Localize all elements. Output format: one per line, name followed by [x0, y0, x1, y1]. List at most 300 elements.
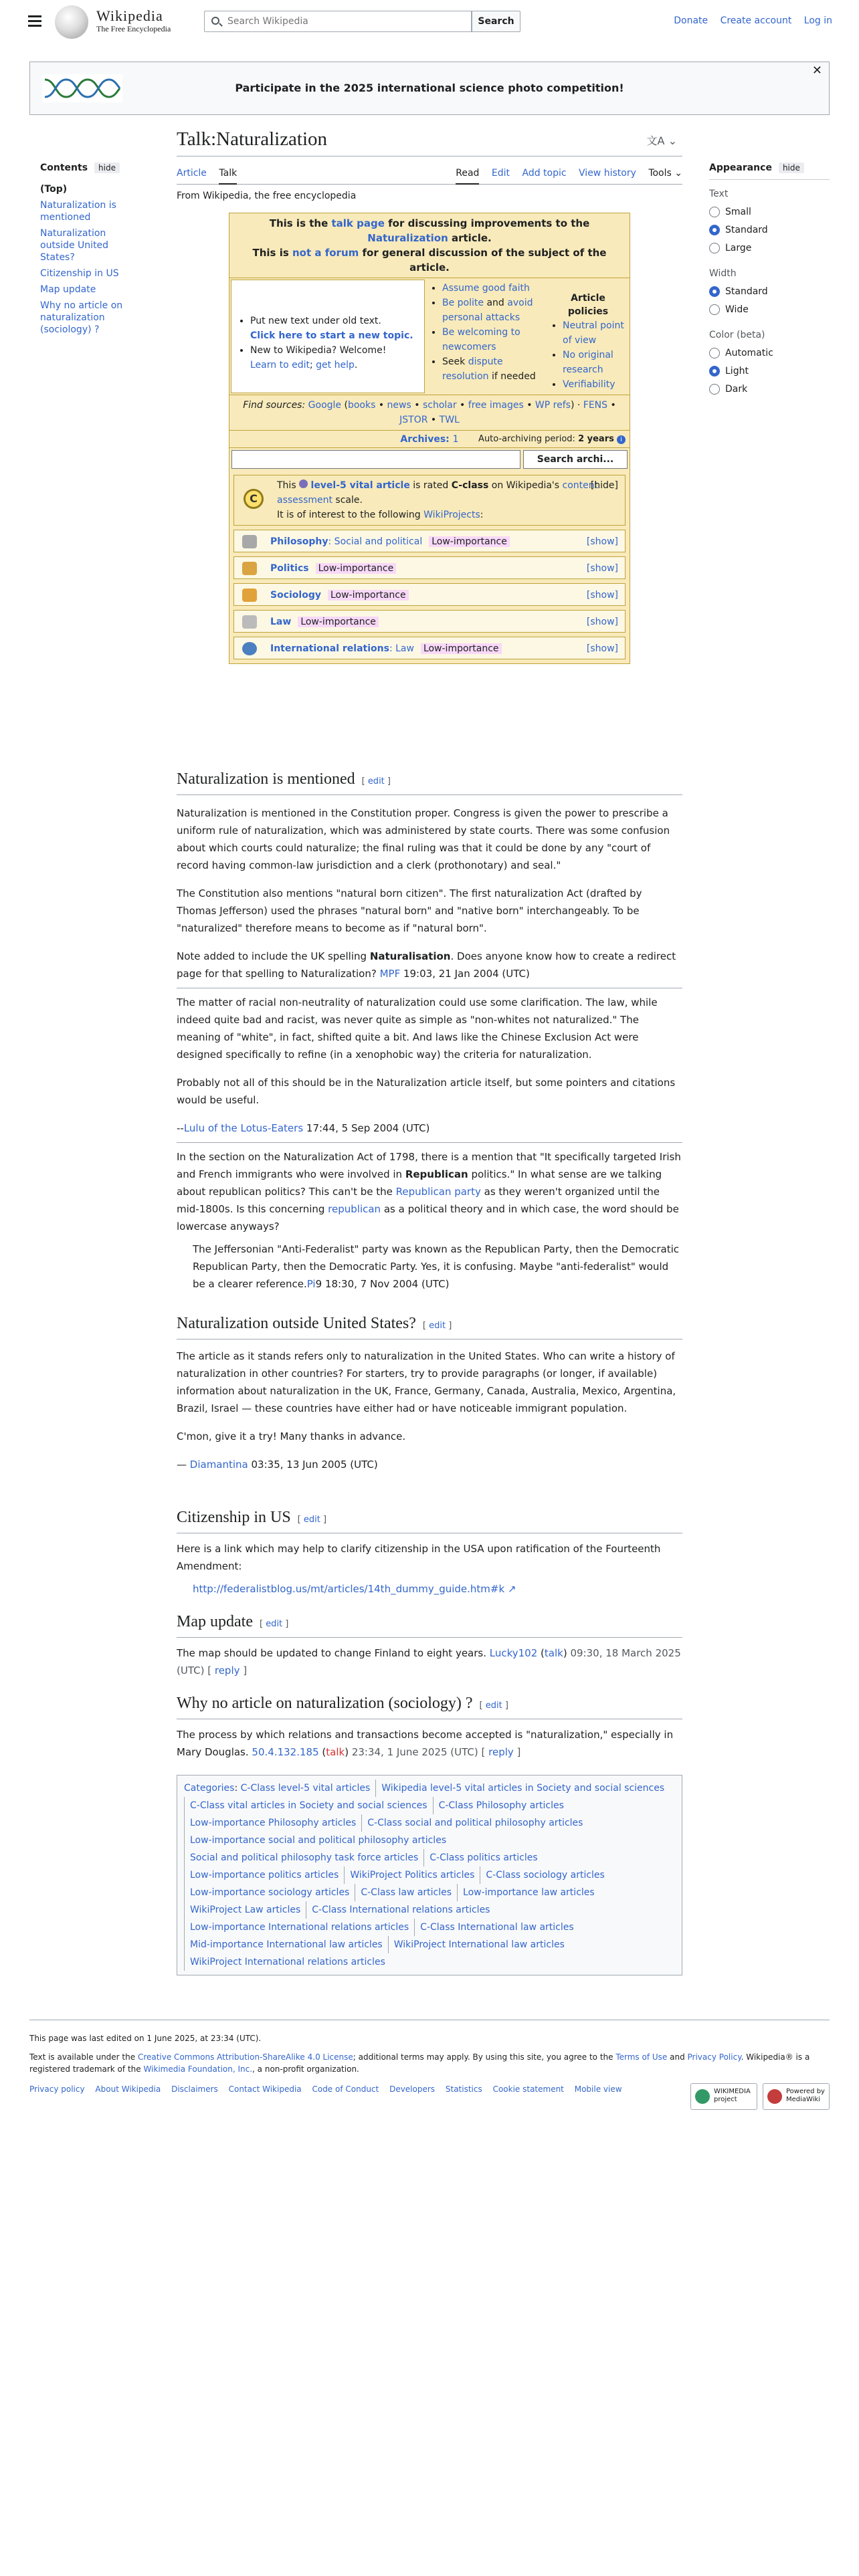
fens-link[interactable]: FENS [583, 400, 608, 411]
mediawiki-badge[interactable]: Powered by MediaWiki [763, 2083, 830, 2110]
radio-icon[interactable] [709, 348, 720, 358]
section-outside-us [177, 1312, 682, 1473]
not-a-forum-link[interactable]: not a forum [292, 247, 359, 259]
comment-text [177, 1148, 682, 1235]
last-edited: This page was last edited on 1 June 2025, at 23:34 (UTC). [29, 2034, 262, 2043]
create-account-link[interactable]: Create account [720, 15, 792, 26]
info-icon[interactable]: i [617, 435, 626, 444]
project-name [270, 534, 510, 549]
tools-label: Tools [648, 168, 672, 179]
class-rating: C-class [451, 480, 489, 491]
be-polite-link[interactable]: Be polite [442, 298, 484, 308]
footer-privacy-link[interactable]: Privacy policy [29, 2084, 85, 2094]
color-label: Color (beta) [709, 330, 765, 340]
list-item [250, 314, 417, 343]
option-label: Standard [725, 286, 768, 297]
edit-section: [ edit ] [479, 1701, 508, 1711]
footer-statistics-link[interactable]: Statistics [445, 2084, 482, 2094]
comment-text: The article as it stands refers only to naturalization in the United States. Who can write a history of naturalization in other countries? For starters, try to provide paragraphs (or longer, if available) information about naturalization in the UK, France, Germany, Canada, Australia, Mexico, Argentina, Brazil, Israel — these countries have either had or have noticeable immigrant population. [177, 1350, 676, 1414]
reply-link[interactable]: reply [488, 1746, 514, 1758]
section-title: Naturalization is mentioned [177, 770, 355, 788]
project-name [270, 588, 409, 603]
category-link[interactable]: WikiProject Politics articles [344, 1866, 480, 1884]
importance-badge: Low‑importance [316, 563, 397, 574]
verifiability-link[interactable]: Verifiability [563, 379, 615, 390]
list-text: if needed [491, 371, 536, 382]
timestamp: 9 18:30, 7 Nov 2004 (UTC) [315, 1278, 450, 1290]
comment-text: Probably not all of this should be in the Naturalization article itself, but some pointers and citations would be useful. [177, 1077, 676, 1106]
footer-mobile-link[interactable]: Mobile view [574, 2084, 622, 2094]
toc-hide-button[interactable]: hide [94, 163, 120, 173]
edit-section: [ edit ] [361, 776, 391, 786]
footer-coc-link[interactable]: Code of Conduct [312, 2084, 379, 2094]
wikiproject-philosophy [233, 530, 626, 552]
wikiproject-politics [233, 556, 626, 579]
project-name [270, 641, 502, 656]
learn-to-edit-link[interactable]: Learn to edit [250, 360, 310, 370]
section-title: Naturalization outside United States? [177, 1315, 416, 1332]
globe-icon [299, 479, 308, 488]
language-icon[interactable]: 文A ⌄ [646, 134, 677, 147]
page-title: Talk:Naturalization [177, 128, 328, 150]
talk-guidelines [229, 278, 630, 395]
option-label: Automatic [725, 348, 773, 358]
category-link[interactable]: C-Class social and political philosophy articles [361, 1814, 588, 1832]
radio-selected-icon[interactable] [709, 225, 720, 235]
category-link[interactable]: Social and political philosophy task force articles [184, 1849, 423, 1866]
comment-text: The Constitution also mentions "natural born citizen". The first naturalization Act (drafted by Thomas Jefferson) used the phrases "natural born" and "native born" interchangeably. To be "naturalized" therefore means to become as if "natural born". [177, 887, 642, 934]
footer [29, 2020, 830, 2103]
text: and [667, 2052, 688, 2062]
bold-text: Republican [405, 1168, 468, 1180]
vital-article-link[interactable]: level-5 vital article [310, 480, 410, 491]
vital-text: is rated [409, 480, 452, 491]
list-item [442, 296, 541, 325]
category-link[interactable]: WikiProject Law articles [184, 1901, 306, 1919]
comment-text: The map should be updated to change Finland to eight years. Lucky102 (talk) 09:30, 18 March 2025 (UTC) [ reply ] [177, 1647, 681, 1677]
reply-text [193, 1241, 682, 1293]
chevron-down-icon: ⌄ [674, 168, 682, 179]
npov-link[interactable]: Neutral point of view [563, 320, 624, 346]
republican-party-link[interactable]: Republican party [395, 1186, 481, 1198]
section-map-update [177, 1610, 682, 1679]
twl-link[interactable]: TWL [439, 415, 460, 425]
law-icon [242, 615, 257, 629]
text: The map should be updated to change Finland to eight years. [177, 1647, 490, 1659]
archives-label[interactable]: Archives: [400, 434, 450, 445]
timestamp: 03:35, 13 Jun 2005 (UTC) [248, 1459, 378, 1471]
section-heading [177, 1610, 682, 1638]
campaign-banner [29, 62, 830, 115]
license-text [29, 2051, 830, 2075]
tab-tools[interactable] [648, 166, 682, 181]
jstor-link[interactable]: JSTOR [399, 415, 428, 425]
category-link[interactable]: Low-importance International relations articles [184, 1919, 414, 1936]
category-link[interactable]: C-Class Philosophy articles [433, 1797, 569, 1814]
content-assessment-link[interactable]: content assessment [277, 480, 599, 506]
archives-row [229, 431, 630, 448]
main-menu-icon[interactable] [27, 13, 43, 29]
section-citizenship [177, 1506, 682, 1598]
notice-text: This is [252, 247, 292, 259]
edit-link[interactable]: edit [429, 1321, 446, 1331]
category-link[interactable]: Mid-importance International law articles [184, 1936, 388, 1953]
importance-badge: Low‑importance [421, 643, 502, 654]
category-link[interactable]: Low-importance politics articles [184, 1866, 344, 1884]
search-input[interactable] [227, 14, 468, 29]
project-link[interactable]: Sociology [270, 590, 321, 601]
text: as a political theory and in which case, the word should be lowercase anyways? [177, 1203, 679, 1232]
text-large-option[interactable] [709, 241, 830, 255]
project-link[interactable]: Law [270, 617, 292, 627]
show-link[interactable]: [show] [586, 617, 618, 627]
text: , a non-profit organization. [252, 2064, 359, 2074]
toc-item-map-update[interactable]: Map update [40, 284, 96, 295]
signature [177, 1119, 682, 1137]
talk-page-link[interactable]: talk page [331, 217, 385, 229]
radio-icon[interactable] [709, 207, 720, 217]
width-standard-option[interactable] [709, 284, 830, 299]
toc-title: Contents [40, 163, 88, 173]
category-link[interactable]: C-Class International relations articles [306, 1901, 495, 1919]
comment-text: The matter of racial non-neutrality of naturalization could use some clarification. The law, while indeed quite bad and racist, was never quite as simple as "non-whites not naturalized." The meaning of "white", in fact, shifted quite a bit. And laws like the Chinese Exclusion Act were designed specifically to refine (in a xenophobic way) the criteria for naturalization. [177, 996, 658, 1061]
section-heading [177, 1312, 682, 1339]
category-link[interactable]: Low-importance Philosophy articles [184, 1814, 361, 1832]
timestamp: 19:03, 21 Jan 2004 (UTC) [400, 968, 530, 980]
auto-archive-label: Auto-archiving period: [478, 434, 575, 444]
comment-text: Here is a link which may help to clarify citizenship in the USA upon ratification of the Fourteenth Amendment: [177, 1543, 661, 1572]
timestamp: 23:34, 1 June 2025 (UTC) [349, 1746, 478, 1758]
auto-archive-value: 2 years [578, 434, 614, 444]
wikiproject-sociology [233, 583, 626, 606]
project-link[interactable]: Politics [270, 563, 309, 574]
edit-link[interactable]: edit [303, 1515, 320, 1525]
talk-link[interactable]: talk [544, 1647, 563, 1659]
new-topic-link[interactable]: Click here to start a new topic. [250, 330, 413, 341]
section-heading [177, 768, 682, 795]
text: The Jeffersonian "Anti-Federalist" party was known as the Republican Party, then the Democratic Republican Party, then the Democratic Party. Yes, it is confusing. Maybe "anti-federalist" would be a clearer reference. [193, 1243, 680, 1290]
option-label: Large [725, 243, 752, 253]
edit-section: [ edit ] [297, 1515, 327, 1525]
banner-hide-link[interactable]: [hide] [590, 480, 618, 491]
footer-contact-link[interactable]: Contact Wikipedia [228, 2084, 302, 2094]
color-dark-option[interactable] [709, 382, 830, 397]
timestamp: 17:44, 5 Sep 2004 (UTC) [303, 1122, 430, 1134]
list-item [563, 377, 624, 392]
title-row [177, 126, 682, 156]
site-header [0, 0, 859, 43]
article-policies [547, 278, 627, 395]
appearance-title: Appearance [709, 163, 772, 173]
list-item [563, 318, 624, 348]
category-links: Categories: C-Class level-5 vital articles Wikipedia level-5 vital articles in Society and social sciencesC-Class vital articles in Society and social sciences C-Class Philosophy articlesLow-importance Philosophy articles C-Class social and political philosophy articlesLow-importance social and political philosophy articlesSocial and political philosophy task force articles C-Class politics articlesLow-importance politics articles WikiProject Politics articles C-Class sociology articlesLow-importance sociology articles C-Class law articles Low-importance law articlesWikiProject Law articles C-Class International relations articlesLow-importance International relations articles C-Class International law articlesMid-importance International law articles WikiProject International law articlesWikiProject International relations articles [177, 1775, 682, 1975]
find-sources-label: Find sources: [243, 400, 306, 411]
search-icon [211, 17, 219, 25]
show-link[interactable]: [show] [586, 563, 618, 574]
free-images-link[interactable]: free images [468, 400, 524, 411]
importance-badge: Low‑importance [429, 536, 510, 547]
external-link[interactable]: http://federalistblog.us/mt/articles/14th_dummy_guide.htm#k [193, 1583, 505, 1595]
wordmark-title: Wikipedia [96, 7, 163, 24]
behaviour-guidelines [426, 278, 547, 395]
tab-read[interactable]: Read [456, 166, 479, 185]
terms-link[interactable]: Terms of Use [615, 2052, 668, 2062]
width-wide-option[interactable] [709, 302, 830, 317]
nor-link[interactable]: No original research [563, 350, 613, 375]
text-small-option[interactable] [709, 205, 830, 219]
category-link[interactable]: C-Class politics articles [423, 1849, 543, 1866]
divider [177, 1142, 682, 1143]
edit-section: [ edit ] [259, 1619, 289, 1629]
text: The process by which relations and transactions become accepted is "naturalization," especially in Mary Douglas. [177, 1729, 674, 1758]
text: Note added to include the UK spelling [177, 950, 370, 962]
talk-header-box [229, 213, 630, 664]
welcome-newcomers-link[interactable]: Be welcoming to newcomers [442, 327, 520, 352]
list-item [442, 354, 541, 384]
option-label: Dark [725, 384, 748, 395]
comment-text [177, 948, 682, 982]
section-heading [177, 1506, 682, 1533]
radio-icon[interactable] [709, 304, 720, 315]
category-link[interactable]: C-Class International law articles [414, 1919, 579, 1936]
show-link[interactable]: [show] [586, 536, 618, 547]
c-class-icon: C [244, 489, 264, 509]
text-standard-option[interactable] [709, 223, 830, 237]
comment-text: Naturalization is mentioned in the Constitution proper. Congress is given the power to prescribe a uniform rule of naturalization, which was administered by state courts. There was some confusion about which courts could naturalize; the final ruling was that it could be done by any "court of record having common-law jurisdiction and a clerk (prothonotary) and seal." [177, 807, 670, 871]
article-link[interactable]: Naturalization [367, 232, 448, 244]
donate-link[interactable]: Donate [674, 15, 708, 26]
policies-title: Article policies [567, 293, 609, 317]
footer-about-link[interactable]: About Wikipedia [95, 2084, 161, 2094]
edit-link[interactable]: edit [266, 1619, 283, 1629]
category-link[interactable]: Low-importance social and political philosophy articles [184, 1832, 452, 1849]
category-link[interactable]: C-Class law articles [355, 1884, 457, 1901]
section-title: Why no article on naturalization (sociology) ? [177, 1695, 473, 1712]
archive-search-button[interactable]: Search archi... [523, 450, 628, 469]
text: . Wikipedia® is a registered trademark of the [29, 2052, 810, 2074]
no-personal-attacks-link[interactable]: avoid personal attacks [442, 298, 533, 323]
wikiproject-banner: C [hide] This level-5 vital article is rated C-class on Wikipedia's content assessment scale. It is of interest to the following WikiProjects: [233, 475, 626, 526]
assume-good-faith-link[interactable]: Assume good faith [442, 283, 530, 294]
tab-article[interactable]: Article [177, 168, 207, 179]
category-link[interactable]: C-Class sociology articles [480, 1866, 609, 1884]
user-link[interactable]: Pi [306, 1278, 316, 1290]
footer-developers-link[interactable]: Developers [389, 2084, 436, 2094]
notice-text: for general discussion of the subject of the article. [359, 247, 607, 274]
main-content [177, 126, 682, 654]
project-name [270, 615, 379, 629]
archive-1-link[interactable]: 1 [452, 434, 459, 445]
wikipedia-globe-logo[interactable] [55, 5, 88, 39]
project-sub[interactable]: : Law [389, 643, 414, 654]
toc-item-outside-us[interactable]: Naturalization outside United States? [40, 228, 109, 263]
appearance-panel [709, 160, 830, 397]
radio-selected-icon[interactable] [709, 286, 720, 297]
text: as they weren't organized until the mid-1800s. Is this concerning [177, 1186, 660, 1215]
site-sub: From Wikipedia, the free encyclopedia [177, 191, 357, 201]
list-item [563, 348, 624, 377]
project-name [270, 561, 396, 576]
auto-archive [478, 432, 626, 447]
edit-link[interactable]: edit [485, 1701, 502, 1711]
show-link[interactable]: [show] [586, 590, 618, 601]
notice-text: This is the [269, 217, 332, 229]
table-of-contents [40, 160, 140, 340]
dispute-resolution-link[interactable]: dispute resolution [442, 356, 503, 382]
category-list [184, 1783, 670, 1967]
text: Text is available under the [29, 2052, 138, 2062]
external-link-row [193, 1580, 682, 1598]
user-link[interactable]: 50.4.132.185 [252, 1746, 319, 1758]
toc-item-sociology[interactable]: Why no article on naturalization (sociology) ? [40, 300, 123, 335]
scholar-link[interactable]: scholar [422, 400, 457, 411]
talk-notice [229, 213, 630, 278]
text: — [177, 1459, 190, 1471]
talk-link[interactable]: talk [326, 1746, 345, 1758]
list-item: • New to Wikipedia? Welcome! Learn to edit; get help. [250, 343, 417, 372]
license-link[interactable]: Creative Commons Attribution-ShareAlike 4.0 License [137, 2052, 353, 2062]
external-link-icon: ↗ [507, 1583, 516, 1595]
radio-selected-icon[interactable] [709, 366, 720, 377]
user-link[interactable]: Diamantina [189, 1459, 248, 1471]
toc-heading [40, 160, 140, 175]
tab-edit[interactable]: Edit [491, 168, 510, 179]
category-link[interactable]: C-Class level-5 vital articles [240, 1783, 371, 1794]
footer-cookie-link[interactable]: Cookie statement [492, 2084, 564, 2094]
new-topic-box [231, 280, 425, 393]
user-link[interactable]: Lucky102 [489, 1647, 538, 1659]
signature [177, 1456, 682, 1473]
google-link[interactable]: Google [308, 400, 342, 411]
get-help-link[interactable]: get help [316, 360, 355, 370]
show-link[interactable]: [show] [586, 643, 618, 654]
vital-text: It is of interest to the following [277, 510, 424, 520]
notice-text: for discussing improvements to the [384, 217, 590, 229]
tab-view-history[interactable]: View history [579, 168, 636, 179]
vital-text: This [277, 480, 296, 491]
toc-item-mentioned[interactable]: Naturalization is mentioned [40, 200, 116, 223]
vital-text: on Wikipedia's [488, 480, 563, 491]
reply-wrap: [ reply ] [481, 1746, 521, 1758]
wordmark-tagline: The Free Encyclopedia [96, 24, 171, 33]
tab-add-topic[interactable]: Add topic [522, 168, 567, 179]
category-link[interactable]: Low-importance sociology articles [184, 1884, 355, 1901]
wp-refs-link[interactable]: WP refs [535, 400, 571, 411]
wikiproject-international-relations [233, 637, 626, 659]
wikiproject-law [233, 610, 626, 633]
appearance-hide-button[interactable]: hide [779, 163, 804, 173]
comment-text: C'mon, give it a try! Many thanks in advance. [177, 1430, 406, 1442]
bold-text: Naturalisation [369, 950, 451, 962]
wikiprojects-link[interactable]: WikiProjects [423, 510, 480, 520]
text: In the section on the Naturalization Act of 1798, there is a mention that "It specifically targeted Irish and French immigrants who were involved in [177, 1151, 681, 1180]
project-sub[interactable]: : Social and political [328, 536, 423, 547]
category-link[interactable]: C-Class vital articles in Society and social sciences [184, 1797, 433, 1814]
category-link[interactable]: Low-importance law articles [457, 1884, 600, 1901]
wmf-link[interactable]: Wikimedia Foundation, Inc. [143, 2064, 253, 2074]
wordmark[interactable] [96, 8, 171, 33]
category-link[interactable]: Wikipedia level-5 vital articles in Society and social sciences [375, 1780, 670, 1797]
books-link[interactable]: books [347, 400, 376, 411]
list-item [442, 281, 541, 296]
page-tabs [177, 163, 682, 185]
section-title: Citizenship in US [177, 1509, 291, 1526]
globe-icon [242, 642, 257, 655]
reply-link[interactable]: reply [214, 1665, 240, 1677]
tab-talk[interactable]: Talk [219, 166, 237, 185]
option-label: Wide [725, 304, 749, 315]
sociology-icon [242, 588, 257, 602]
list-text: New to Wikipedia? Welcome! [250, 345, 387, 356]
category-link[interactable]: WikiProject International relations articles [184, 1953, 391, 1971]
categories-label[interactable]: Categories [184, 1783, 235, 1794]
find-sources: Find sources: Google (books • news • scholar • free images • WP refs) · FENS • JSTOR • TWL [229, 395, 630, 431]
user-link[interactable]: MPF [379, 968, 401, 980]
toc-item-citizenship[interactable]: Citizenship in US [40, 268, 119, 279]
search-box [204, 11, 472, 32]
section-title: Map update [177, 1613, 253, 1630]
list-text: Seek [442, 356, 466, 367]
timestamp: 09:30, 18 March 2025 (UTC) [177, 1647, 681, 1677]
vital-text: scale. [332, 495, 363, 506]
color-automatic-option[interactable] [709, 346, 830, 360]
radio-icon[interactable] [709, 384, 720, 395]
notice-text: article. [448, 232, 492, 244]
reply-wrap: [ reply ] [207, 1665, 248, 1677]
banner-text[interactable]: Participate in the 2025 international science photo competition! [235, 82, 624, 94]
search-button[interactable]: Search [472, 11, 520, 32]
close-icon[interactable]: ✕ [812, 64, 822, 78]
list-item [442, 325, 541, 354]
project-link[interactable]: International relations [270, 643, 389, 654]
archive-search [229, 448, 630, 471]
footer-disclaimers-link[interactable]: Disclaimers [171, 2084, 218, 2094]
section-naturalization-mentioned [177, 768, 682, 1293]
login-link[interactable]: Log in [803, 15, 832, 26]
user-links [664, 13, 832, 28]
list-text: and [486, 298, 504, 308]
archive-search-input[interactable] [231, 450, 520, 469]
republican-link[interactable]: republican [328, 1203, 381, 1215]
text-size-label: Text [709, 189, 729, 199]
option-label: Light [725, 366, 749, 377]
width-label: Width [709, 268, 737, 279]
project-link[interactable]: Philosophy [270, 536, 328, 547]
wikimedia-badge[interactable]: WIKIMEDIA project [690, 2083, 757, 2110]
importance-badge: Low‑importance [298, 617, 379, 627]
category-link[interactable]: WikiProject International law articles [388, 1936, 570, 1953]
color-light-option[interactable] [709, 364, 830, 379]
footer-badges [690, 2083, 830, 2110]
politics-icon [242, 562, 257, 575]
edit-link[interactable]: edit [367, 776, 385, 786]
text: -- [177, 1122, 184, 1134]
option-label: Standard [725, 225, 768, 235]
text: ; additional terms may apply. By using this site, you agree to the [353, 2052, 616, 2062]
text: politics." In what sense are we talking about republican politics? This can't be the [177, 1168, 662, 1198]
philosophy-icon [242, 535, 257, 548]
user-link[interactable]: Lulu of the Lotus-Eaters [183, 1122, 304, 1134]
importance-badge: Low‑importance [328, 590, 409, 601]
radio-icon[interactable] [709, 243, 720, 253]
section-sociology [177, 1692, 682, 1761]
toc-item-top[interactable]: (Top) [40, 184, 68, 195]
list-text: Put new text under old text. [250, 316, 381, 326]
privacy-link[interactable]: Privacy Policy [687, 2052, 741, 2062]
comment-text: The process by which relations and transactions become accepted is "naturalization," especially in Mary Douglas. 50.4.132.185 (talk) 23:34, 1 June 2025 (UTC) [ reply ] [177, 1729, 674, 1758]
news-link[interactable]: news [387, 400, 411, 411]
section-heading [177, 1692, 682, 1719]
